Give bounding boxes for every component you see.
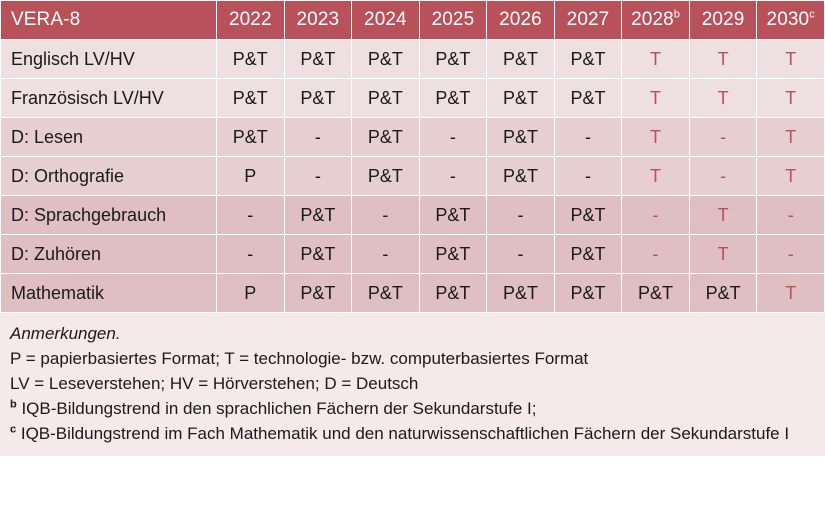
table-cell: P&T (554, 274, 622, 313)
table-cell: T (622, 79, 690, 118)
table-cell: P&T (217, 40, 285, 79)
footnote-b-text: IQB-Bildungstrend in den sprachlichen Fächern der Sekundarstufe I; (16, 399, 537, 418)
column-header-label: 2025 (431, 9, 475, 30)
column-header-2028 (622, 1, 690, 40)
table-cell: - (554, 157, 622, 196)
table-cell: T (689, 196, 757, 235)
table-row (1, 40, 825, 79)
table-cell: P&T (689, 274, 757, 313)
table-cell: - (217, 235, 285, 274)
table-cell: P&T (419, 274, 487, 313)
column-header-label: 2030 (766, 9, 810, 30)
table-cell: T (757, 274, 825, 313)
column-header-label: 2023 (296, 9, 340, 30)
notes-section (0, 313, 825, 456)
column-header-2023 (284, 1, 352, 40)
table-cell: P&T (554, 196, 622, 235)
table-cell: P&T (352, 157, 420, 196)
table-row (1, 235, 825, 274)
table-body (1, 40, 825, 313)
footnote-c (10, 421, 815, 446)
table-cell: T (622, 157, 690, 196)
table-cell: T (757, 79, 825, 118)
table-cell: P&T (487, 274, 555, 313)
table-cell: P&T (554, 79, 622, 118)
footnote-b (10, 396, 815, 421)
notes-line-abbreviations: LV = Leseverstehen; HV = Hörverstehen; D = Deutsch (10, 374, 419, 393)
table-cell: P&T (419, 196, 487, 235)
table-cell: P (217, 274, 285, 313)
table-cell: P&T (352, 40, 420, 79)
table-cell: - (554, 118, 622, 157)
column-header-label: 2024 (364, 9, 407, 30)
table-cell: - (352, 235, 420, 274)
row-label: Englisch LV/HV (1, 40, 217, 79)
table-cell: P (217, 157, 285, 196)
table-cell: - (487, 235, 555, 274)
table-cell: P&T (487, 79, 555, 118)
column-header-2024 (352, 1, 420, 40)
table-cell: P&T (284, 235, 352, 274)
table-cell: P&T (419, 40, 487, 79)
table-cell: - (284, 157, 352, 196)
table-cell: P&T (352, 118, 420, 157)
table-cell: T (757, 40, 825, 79)
table-cell: T (622, 118, 690, 157)
table-cell: - (757, 235, 825, 274)
footnote-marker-c-text: c (10, 423, 17, 436)
table-cell: P&T (352, 79, 420, 118)
table-cell: - (352, 196, 420, 235)
column-header-2027 (554, 1, 622, 40)
table-cell: - (284, 118, 352, 157)
table-cell: P&T (352, 274, 420, 313)
column-header-label: 2026 (499, 9, 542, 30)
table-cell: - (689, 118, 757, 157)
table-cell: P&T (217, 118, 285, 157)
table-cell: T (757, 118, 825, 157)
table-cell: - (419, 157, 487, 196)
table-cell: - (622, 196, 690, 235)
column-header-label: 2028 (631, 9, 674, 30)
footnote-marker-b: b (673, 8, 680, 21)
table-cell: - (622, 235, 690, 274)
column-header-label: 2029 (701, 9, 745, 30)
table-cell: P&T (487, 157, 555, 196)
row-label: D: Orthografie (1, 157, 217, 196)
header-row (1, 1, 825, 40)
column-header-label: 2027 (566, 9, 610, 30)
table-cell: - (217, 196, 285, 235)
row-label: D: Sprachgebrauch (1, 196, 217, 235)
table-cell: P&T (622, 274, 690, 313)
row-label: D: Lesen (1, 118, 217, 157)
row-label: D: Zuhören (1, 235, 217, 274)
table-cell: T (689, 79, 757, 118)
table-row (1, 79, 825, 118)
table-cell: P&T (419, 79, 487, 118)
footnote-marker-b-text: b (10, 398, 17, 411)
column-header-2022 (217, 1, 285, 40)
table-cell: P&T (487, 118, 555, 157)
table-cell: P&T (554, 40, 622, 79)
column-header-2029 (689, 1, 757, 40)
column-header-2025 (419, 1, 487, 40)
table-cell: P&T (284, 196, 352, 235)
table-cell: T (689, 235, 757, 274)
table-cell: T (689, 40, 757, 79)
table-cell: T (757, 157, 825, 196)
row-label: Mathematik (1, 274, 217, 313)
column-header-label: 2022 (228, 9, 272, 30)
row-label: Französisch LV/HV (1, 79, 217, 118)
table-cell: P&T (284, 79, 352, 118)
table-cell: P&T (284, 274, 352, 313)
column-header-2030 (757, 1, 825, 40)
table-cell: P&T (487, 40, 555, 79)
table-header (1, 1, 825, 40)
table-cell: - (757, 196, 825, 235)
table-cell: P&T (284, 40, 352, 79)
table-cell: - (419, 118, 487, 157)
table-row (1, 196, 825, 235)
footnote-marker-c: c (809, 8, 815, 21)
table-row (1, 118, 825, 157)
table-corner-label: VERA-8 (1, 1, 217, 40)
table-cell: - (689, 157, 757, 196)
column-header-2026 (487, 1, 555, 40)
table-cell: - (487, 196, 555, 235)
table-cell: P&T (554, 235, 622, 274)
footnote-c-text: IQB-Bildungstrend im Fach Mathematik und den naturwissenschaftlichen Fächern der Sekundarstufe I (16, 424, 790, 443)
table-row (1, 274, 825, 313)
notes-heading: Anmerkungen. (10, 324, 121, 343)
table-row (1, 157, 825, 196)
table-cell: T (622, 40, 690, 79)
notes-line-formats: P = papierbasiertes Format; T = technologie- bzw. computerbasiertes Format (10, 349, 589, 368)
table-cell: P&T (217, 79, 285, 118)
table-cell: P&T (419, 235, 487, 274)
